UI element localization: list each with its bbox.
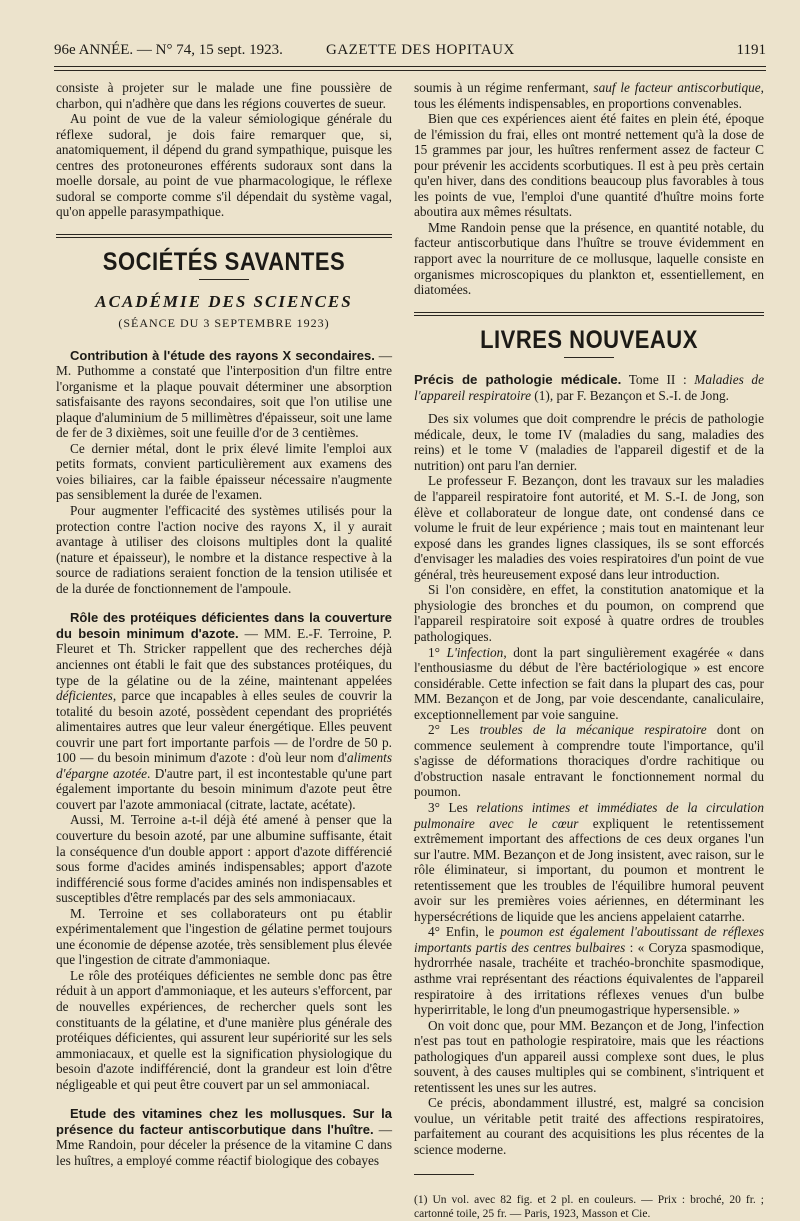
paragraph: Le rôle des protéiques déficientes ne semble donc pas être réduit à un apport d'ammoniaque, et les auteurs s'efforcent, par de nouvelles expériences, de rechercher quels sont les constituants de la gélatine, et d'une manière plus générale des protéiques déficientes, qui assurent leur supériorité sur les sels ammoniacaux, et quelle est la signification physiologique du besoin d'azote indifférencié, dont la grandeur est loin d'être négligeable et qui peut être couvert par un sel ammoniacal. <box>56 967 392 1092</box>
article-lead: — Mme Randoin, pour déceler la présence de la vitamine C dans les huîtres, a employé comme réactif biologique des cobayes <box>56 1121 393 1168</box>
paragraph: Mme Randoin pense que la présence, en quantité notable, du facteur antiscorbutique dans l'huître se trouve évidemment en rapport avec la nourriture de ce mollusque, laquelle consiste en organismes microscopiques du plankton et, essentiellement, en diatomées. <box>414 219 764 298</box>
paragraph: consiste à projeter sur le malade une fine poussière de charbon, qui n'adhère que dans les régions couvertes de sueur. <box>56 80 392 111</box>
article-title: Rôle des protéiques déficientes dans la couverture du besoin minimum d'azote. <box>56 610 392 641</box>
paragraph: Pour augmenter l'efficacité des systèmes utilisés pour la protection contre l'action nocive des rayons X, il y aurait avantage à utiliser des cloisons multiples dont la qualité (nature et épaisseur), le nombre et la distance respective à la source de radiations seraient fonction de la tension utilisée et de la durée de fonctionnement de l'ampoule. <box>56 503 392 596</box>
article-lead: — M. Puthomme a constaté que l'interposition d'un filtre entre l'organisme et la plaque pouvait déterminer une absorption satisfaisante des rayons secondaires, soit que l'on utilise une plaque d'aluminium de 5 millimètres d'épaisseur, soit une lame de fer de 3 dixièmes, soit une feuille d'or de 3 centièmes. <box>56 347 392 441</box>
article-title: Contribution à l'étude des rayons X secondaires. <box>70 347 375 363</box>
list-item: 3° Les relations intimes et immédiates de la circulation pulmonaire avec le cœur expliquent le retentissement extrêmement important des affections de ces deux organes l'un sur l'autre. MM. Bezançon et de Jong insistent, avec raison, sur le rôle éliminateur, si important, du poumon et montrent le retentissement que les troubles de l'équilibre humoral peuvent avoir sur les premières voies aériennes, en déterminant les hypersécrétions de liquide que les anciens appelaient catarrhe. <box>414 799 764 924</box>
header-rule-thin <box>54 70 766 71</box>
seance-date: (SÉANCE DU 3 SEPTEMBRE 1923) <box>118 316 330 331</box>
section-rule <box>414 315 764 316</box>
paragraph: Ce précis, abondamment illustré, est, malgré sa concision voulue, un véritable petit traité des affections respiratoires, parfaitement au courant des acquisitions les plus récentes de la science moderne. <box>414 1095 764 1157</box>
article-vitamines <box>56 1106 392 1168</box>
right-column <box>414 80 764 1221</box>
divider <box>199 279 249 280</box>
paragraph: M. Terroine et ses collaborateurs ont pu établir expérimentalement que l'ingestion de gélatine permet toujours une économie de dépense azotée, très sensiblement plus élevée que l'ingestion de citrate d'ammoniaque. <box>56 905 392 968</box>
paragraph: Bien que ces expériences aient été faites en plein été, époque de l'émission du frai, elles ont montré nettement qu'à la dose de 15 grammes par jour, les huîtres renferment assez de facteur C pour prévenir les accidents scorbutiques. Il est à peu près certain qu'en hiver, dans des conditions beaucoup plus favorables à tous les points de vue, l'emploi d'une quantité d'huître moins forte aboutira aux mêmes résultats. <box>414 111 764 220</box>
article-title: Etude des vitamines chez les mollusques. Sur la présence du facteur antiscorbutique dans l'huître. <box>56 1106 392 1137</box>
left-column <box>56 80 392 1168</box>
divider <box>564 357 614 358</box>
header-rule <box>54 66 766 67</box>
page-header <box>54 42 766 64</box>
page-number: 1191 <box>736 42 766 58</box>
list-item: 2° Les troubles de la mécanique respiratoire dont on commence seulement à comprendre toute l'importance, qu'il s'agisse de déformations thoraciques d'ordre rachitique ou d'obstruction nasale entravant le fonctionnement normal du poumon. <box>414 722 764 800</box>
footnote-rule <box>414 1174 474 1175</box>
footnote: (1) Un vol. avec 82 fig. et 2 pl. en couleurs. — Prix : broché, 20 fr. ; cartonné toile, 25 fr. — Paris, 1923, Masson et Cie. <box>414 1193 764 1220</box>
journal-title: GAZETTE DES HOPITAUX <box>326 42 515 58</box>
section-rule <box>56 237 392 238</box>
paragraph: soumis à un régime renfermant, sauf le facteur antiscorbutique, tous les éléments indispensables, en proportions convenables. <box>414 80 764 111</box>
paragraph: Si l'on considère, en effet, la constitution anatomique et la physiologie des bronches et du poumon, on comprend que l'appareil respiratoire soit exposé à quatre ordres de troubles pathologiques. <box>414 582 764 644</box>
paragraph: Des six volumes que doit comprendre le précis de pathologie médicale, deux, le tome IV (maladies du sang, maladies des reins) et le tome V (maladies de l'appareil digestif et de la nutrition) ont paru l'an dernier. <box>414 411 764 473</box>
list-item: 1° L'infection, dont la part singulièrement exagérée « dans l'enthousiasme du début de l'ère bactériologique » est encore considérable. Cette infection se fait dans la plupart des cas, pour MM. Bezançon et de Jong, par voie descendante, canaliculaire, exceptionnellement par voie sanguine. <box>414 644 764 722</box>
article-proteiques: Rôle des protéiques déficientes dans la couverture du besoin minimum d'azote. — MM. E.-F. Terroine, P. Fleuret et Th. Stricker rappellent que des recherches déjà anciennes ont établi le fait que des substances protéiques, du type de la gélatine ou de la zéine, maintenant appelées déficientes, parce que incapables à elles seules de couvrir la totalité du besoin azoté, possèdent cependant des propriétés alimentaires autres que leur valeur énergétique. Elles peuvent couvrir une part fort importante parfois — de l'ordre de 50 p. 100 — du besoin minimum d'azote : d'où leur nom d'aliments d'épargne azotée. D'autre part, il est incontestable qu'une part également importante du besoin minimum d'azote peut être couvert par l'azote ammoniacal (citrate, lactate, acétate). <box>56 610 392 812</box>
book-heading: Précis de pathologie médicale. Tome II : Maladies de l'appareil respiratoire (1), par F. Bezançon et S.-I. de Jong. <box>414 372 764 403</box>
section-rule <box>414 312 764 313</box>
paragraph: On voit donc que, pour MM. Bezançon et de Jong, l'infection n'est pas tout en pathologie respiratoire, mais que les réactions pathologiques d'un appareil aussi complexe sont dues, le plus souvent, à des causes multiples qui se combinent, s'intriquent et retentissent les unes sur les autres. <box>414 1017 764 1095</box>
paragraph: Ce dernier métal, dont le prix élevé limite l'emploi aux petits formats, convient particulièrement aux examens des voies biliaires, car la faible épaisseur nécessaire n'augmente pas sensiblement la durée de l'examen. <box>56 440 392 503</box>
section-title-societes: SOCIÉTÉS SAVANTES <box>102 247 346 276</box>
paragraph: Aussi, M. Terroine a-t-il déjà été amené à penser que la couverture du besoin azoté, par une albumine suffisante, était la conséquence d'un double apport : apport d'azote différencié sous forme d'acides aminés indispensables; apport d'azote indifférencié sous forme d'acides aminés non indispensables et susceptibles d'être remplacés par des sels ammoniacaux. <box>56 812 392 906</box>
list-item: 4° Enfin, le poumon est également l'aboutissant de réflexes importants partis des centres bulbaires : « Coryza spasmodique, hydrorrhée nasale, trachéite et trachéo-bronchite spasmodique, asthme vrai représentant des réactions équivalentes de l'appareil respiratoire à des irritations réflexes venues d'un bulbe hyperirritable, le long d'un pneumogastrique hypersensible. » <box>414 924 764 1018</box>
academy-title: ACADÉMIE DES SCIENCES <box>95 292 353 312</box>
section-rule <box>56 234 392 235</box>
article-rayons-x <box>56 348 392 441</box>
paragraph: Le professeur F. Bezançon, dont les travaux sur les maladies de l'appareil respiratoire font autorité, et M. S.-I. de Jong, son élève et collaborateur de longue date, ont condensé dans ce volume le fruit de leur expérience ; mais tout en maintenant leur exposé dans les grandes lignes classiques, ils se sont efforcés d'envisager les maladies des voies respiratoires d'un point de vue général, très heureusement exposé dans leur introduction. <box>414 473 764 582</box>
paragraph: Au point de vue de la valeur sémiologique générale du réflexe sudoral, je dois faire remarquer que, si, anatomiquement, il dépend du grand sympathique, puisque les centres des protoneurones efférents sudoraux sont dans la moelle dorsale, au point de vue pharmacologique, le réflexe sudoral se comporte comme s'il dépendait du système vagal, qu'on appelle parasympathique. <box>56 111 392 220</box>
book-title: Précis de pathologie médicale. <box>414 372 622 388</box>
issue-info: 96e ANNÉE. — N° 74, 15 sept. 1923. <box>54 42 283 58</box>
section-title-livres: LIVRES NOUVEAUX <box>480 324 698 354</box>
